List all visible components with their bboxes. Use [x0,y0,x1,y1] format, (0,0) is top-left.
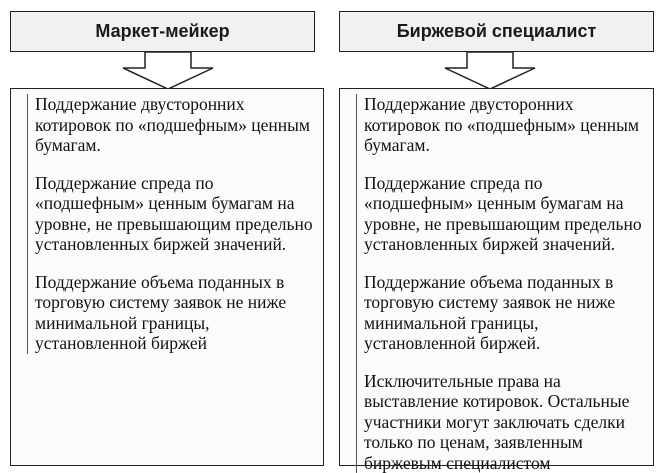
exchange-specialist-duties-list [356,94,647,473]
duty-item: Исключительные права на выставление котировок. Остальные участники могут заключать сделки только по ценам, заявленным биржевым специалистом [364,371,647,473]
duty-item: Поддержание объема поданных в торговую систему заявок не ниже минимальной границы, установленной биржей. [364,272,647,354]
duty-item: Поддержание спреда по «подшефным» ценным бумагам на уровне, не превышающим предельно установленных биржей значений. [364,173,647,255]
exchange-specialist-duties-box [339,88,654,466]
market-maker-duties-box [10,88,324,466]
exchange-specialist-header [339,11,654,52]
market-maker-duties-list [27,94,317,354]
down-arrow-icon [122,52,214,90]
duty-item: Поддержание спреда по «подшефным» ценным бумагам на уровне, не превышающим предельно установленных биржей значений. [35,173,317,255]
duty-item: Поддержание двусторонних котировок по «подшефным» ценным бумагам. [364,94,647,156]
down-arrow-icon [444,52,536,90]
market-maker-title: Маркет-мейкер [95,21,229,42]
market-maker-header [10,11,315,52]
exchange-specialist-title: Биржевой специалист [397,21,597,42]
duty-item: Поддержание двусторонних котировок по «подшефным» ценным бумагам. [35,94,317,156]
duty-item: Поддержание объема поданных в торговую систему заявок не ниже минимальной границы, установленной биржей [35,272,317,354]
